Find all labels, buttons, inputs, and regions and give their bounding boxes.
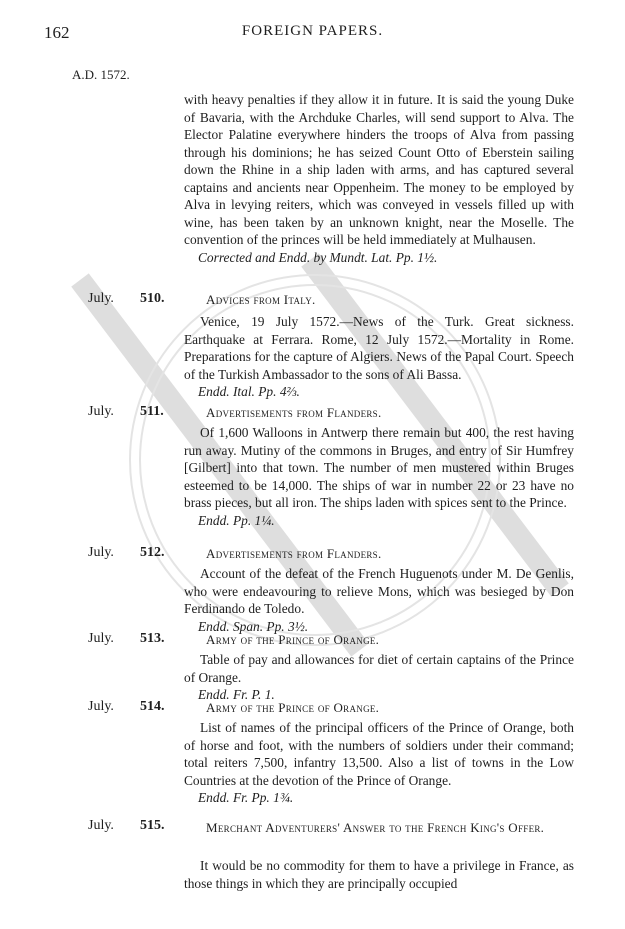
entry-endorsement: Endd. Fr. P. 1. bbox=[198, 687, 275, 702]
entry-date: July. bbox=[88, 631, 114, 646]
entry-number: 514. bbox=[140, 699, 165, 714]
entry-text: It would be no commodity for them to have a privilege in France, as those things in which they are principally occupied bbox=[184, 858, 574, 891]
entry-number: 511. bbox=[140, 404, 164, 419]
intro-endorsement: Corrected and Endd. by Mundt. Lat. Pp. 1½. bbox=[198, 249, 438, 265]
entry-text: Venice, 19 July 1572.—News of the Turk. Great sickness. Earthquake at Ferrara. Rome, 12 July 1572.—Mortality in Rome. Preparations for the capture of Algiers. News of the Papal Court. Speech of the Turkish Ambassador to the sons of Ali Bassa. bbox=[184, 314, 574, 382]
entry-number: 510. bbox=[140, 291, 165, 306]
entry-date: July. bbox=[88, 545, 114, 560]
entry-body bbox=[184, 565, 574, 635]
entry-date: July. bbox=[88, 818, 114, 833]
entry-number: 515. bbox=[140, 818, 165, 833]
entry-body bbox=[184, 857, 574, 892]
entry-date: July. bbox=[88, 699, 114, 714]
entry-endorsement: Endd. Fr. Pp. 1¾. bbox=[198, 790, 294, 805]
entry-title: Army of the Prince of Orange. bbox=[206, 632, 380, 647]
entry-title: Army of the Prince of Orange. bbox=[206, 700, 380, 715]
entry-endorsement: Endd. Ital. Pp. 4⅔. bbox=[198, 384, 300, 399]
entry-number: 512. bbox=[140, 545, 165, 560]
entry-title: Advertisements from Flanders. bbox=[206, 546, 382, 561]
entry-text: List of names of the principal officers of the Prince of Orange, both of horse and foot, with the numbers of soldiers under their command; total reiters 7,500, infantry 13,500. Also a list of towns in the Low Countries at the devotion of the Prince of Orange. bbox=[184, 720, 574, 788]
entry-body bbox=[184, 313, 574, 401]
intro-text: with heavy penalties if they allow it in future. It is said the young Duke of Bavaria, with the Archduke Charles, will send support to Alva. The Elector Palatine everywhere hinders the troops of Alva from passing through his dominions; he has seized Count Otto of Eberstein sailing down the Rhine in a ship laden with arms, and has captured several captains and ancients near Oppenheim. The money to be employed by Alva in levying reiters, which was conveyed in vessels filled up with wine, has been taken by an unknown knight, near the Moselle. The convention of the princes will be held immediately at Mulhausen. bbox=[184, 92, 574, 247]
entry-body bbox=[184, 719, 574, 807]
entry-title: Merchant Adventurers' Answer to the French King's Offer. bbox=[206, 820, 545, 835]
intro-block bbox=[184, 91, 574, 266]
entry-endorsement: Endd. Pp. 1¼. bbox=[198, 512, 275, 528]
running-head: FOREIGN PAPERS. bbox=[241, 23, 384, 39]
page-number: 162 bbox=[44, 23, 70, 42]
entry-endorsement: Endd. Span. Pp. 3½. bbox=[198, 618, 309, 634]
entry-title: Advertisements from Flanders. bbox=[206, 405, 382, 420]
margin-year: A.D. 1572. bbox=[72, 67, 130, 82]
entry-date: July. bbox=[88, 291, 114, 306]
entry-text: Of 1,600 Walloons in Antwerp there remain but 400, the rest having run away. Mutiny of the commons in Bruges, and entry of Sir Humfrey [Gilbert] into that town. The number of men mustered within Bruges esteemed to be 14,000. The ships of war in number 22 or 23 have no brass pieces, but all iron. The ships laden with spices sent to the Prince. bbox=[184, 425, 574, 510]
entry-text: Table of pay and allowances for diet of certain captains of the Prince of Orange. bbox=[184, 652, 574, 685]
entry-body bbox=[184, 424, 574, 529]
entry-number: 513. bbox=[140, 631, 165, 646]
entry-date: July. bbox=[88, 404, 114, 419]
entry-title: Advices from Italy. bbox=[206, 292, 316, 307]
entry-body bbox=[184, 651, 574, 704]
entry-text: Account of the defeat of the French Huguenots under M. De Genlis, who were endeavouring to relieve Mons, which was besieged by Don Ferdinando de Toledo. bbox=[184, 566, 574, 616]
